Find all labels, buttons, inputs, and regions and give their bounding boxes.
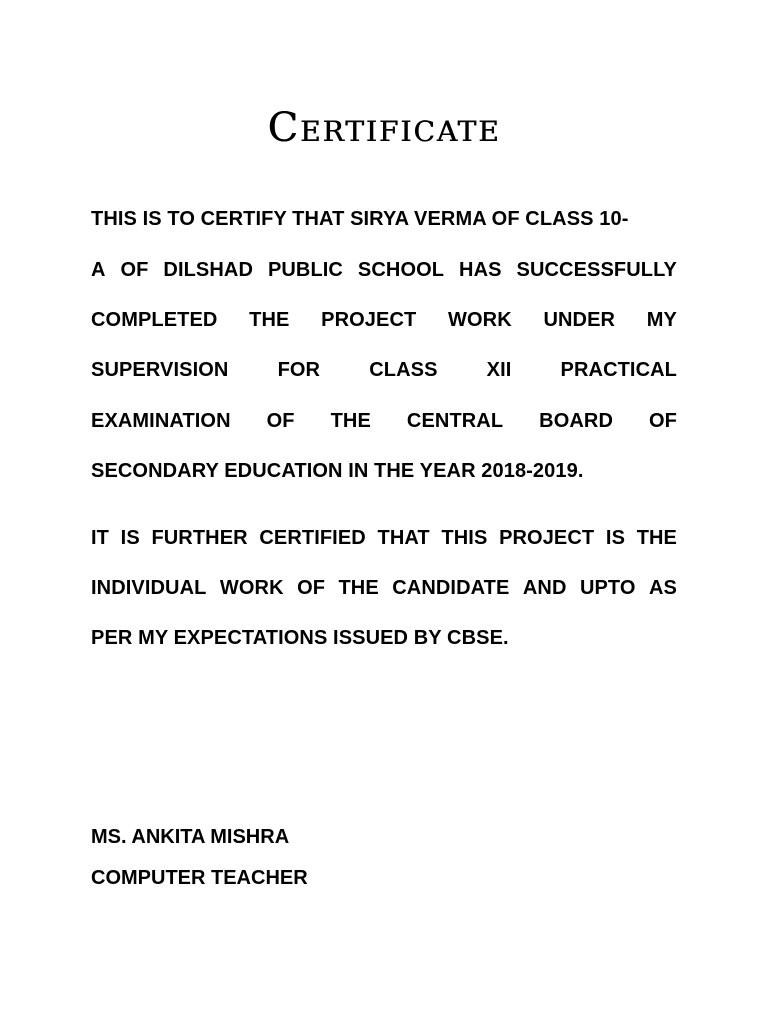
word: CANDIDATE xyxy=(392,577,510,599)
word: PUBLIC xyxy=(267,259,343,281)
signatory-designation: COMPUTER TEACHER xyxy=(91,867,308,889)
paragraph1-line1: THIS IS TO CERTIFY THAT SIRYA VERMA OF CLASS 10- xyxy=(91,208,629,230)
word: OF xyxy=(649,410,677,432)
word: HAS xyxy=(459,259,502,281)
paragraph1-line4 xyxy=(91,358,677,382)
word: DILSHAD xyxy=(163,259,253,281)
word: BOARD xyxy=(539,410,614,432)
word: WORK xyxy=(219,577,284,599)
word: THE xyxy=(338,577,379,599)
paragraph1-line5 xyxy=(91,409,677,433)
word: PROJECT xyxy=(321,309,417,331)
paragraph1-line3 xyxy=(91,308,677,332)
signatory-name: MS. ANKITA MISHRA xyxy=(91,826,290,848)
word: OF xyxy=(266,410,295,432)
word: INDIVIDUAL xyxy=(91,577,207,599)
paragraph2-line1 xyxy=(91,526,677,550)
word: OF xyxy=(120,259,149,281)
word: SUPERVISION xyxy=(91,359,229,381)
word: IS xyxy=(120,527,140,549)
paragraph2-line3: PER MY EXPECTATIONS ISSUED BY CBSE. xyxy=(91,627,509,649)
word: COMPLETED xyxy=(91,309,218,331)
word: FOR xyxy=(277,359,321,381)
paragraph2-line2 xyxy=(91,576,677,600)
paragraph1-line6: SECONDARY EDUCATION IN THE YEAR 2018-2019. xyxy=(91,460,584,482)
word: PROJECT xyxy=(499,527,595,549)
paragraph1-line2 xyxy=(91,258,677,282)
word: MY xyxy=(646,309,677,331)
word: THIS xyxy=(441,527,488,549)
certificate-title: Certificate xyxy=(267,105,501,151)
word: IS xyxy=(605,527,626,549)
word: THAT xyxy=(377,527,430,549)
word: OF xyxy=(297,577,326,599)
word: CLASS xyxy=(369,359,438,381)
word: CENTRAL xyxy=(406,410,504,432)
word: FURTHER xyxy=(151,527,248,549)
word: THE xyxy=(330,410,371,432)
word: CERTIFIED xyxy=(259,527,366,549)
word: THE xyxy=(249,309,290,331)
word: THE xyxy=(636,527,677,549)
word: WORK xyxy=(448,309,512,331)
word: IT xyxy=(91,527,109,549)
word: PRACTICAL xyxy=(560,359,677,381)
word: EXAMINATION xyxy=(91,410,231,432)
word: SCHOOL xyxy=(357,259,445,281)
word: SUCCESSFULLY xyxy=(516,259,677,281)
word: A xyxy=(91,259,106,281)
word: AND xyxy=(522,577,567,599)
word: AS xyxy=(649,577,677,599)
word: XII xyxy=(486,359,512,381)
word: UNDER xyxy=(543,309,616,331)
word: UPTO xyxy=(579,577,636,599)
